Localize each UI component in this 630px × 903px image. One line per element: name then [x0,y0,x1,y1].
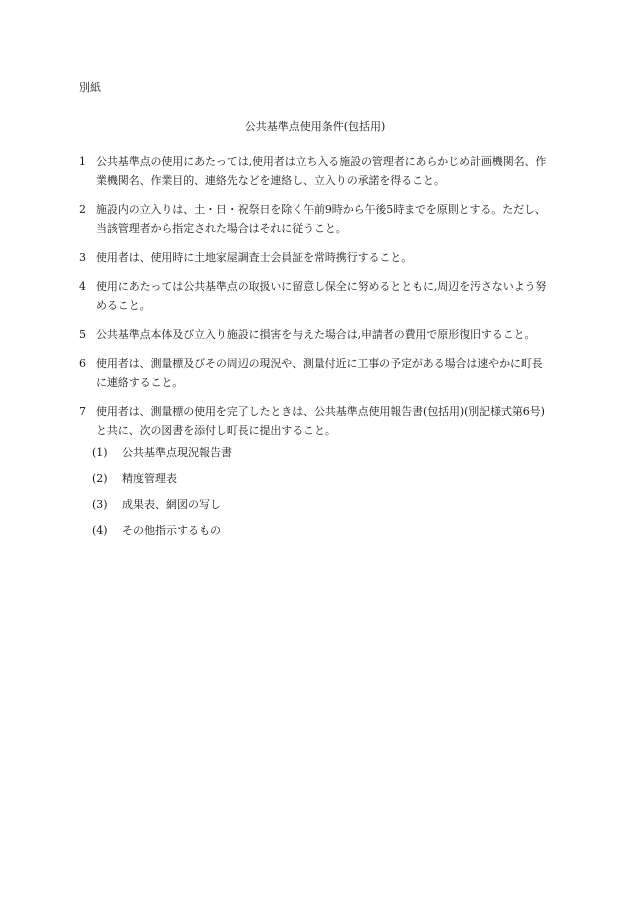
attachment-item-4 [92,523,232,549]
condition-item-1 [79,152,551,190]
attachment-number: (1) [92,446,108,459]
condition-number: 1 [79,155,86,168]
attachment-text: 成果表、網図の写し [122,498,221,511]
annex-label: 別紙 [79,81,101,94]
attachment-number: (2) [92,472,108,485]
condition-number: 4 [79,280,86,293]
condition-number: 6 [79,357,86,370]
attachment-item-2 [92,471,232,497]
attachment-item-3 [92,497,232,523]
condition-text: 公共基準点の使用にあたっては,使用者は立ち入る施設の管理者にあらかじめ計画機関名、作業機関名、作業目的、連絡先などを連絡し、立入りの承諾を得ること。 [96,155,547,187]
attachment-list [92,445,232,549]
attachment-number: (3) [92,498,108,511]
attachment-text: 精度管理表 [122,472,177,485]
condition-item-7 [79,402,551,440]
condition-text: 使用者は、使用時に土地家屋調査士会員証を常時携行すること。 [96,251,413,264]
condition-item-6 [79,354,551,392]
condition-number: 2 [79,203,86,216]
conditions-list [79,152,551,450]
condition-text: 施設内の立入りは、土・日・祝祭日を除く午前9時から午後5時までを原則とする。ただし、当該管理者から指定された場合はそれに従うこと。 [96,203,546,235]
condition-text: 使用者は、測量標の使用を完了したときは、公共基準点使用報告書(包括用)(別記様式第6号)と共に、次の図書を添付し町長に提出すること。 [96,405,545,437]
attachment-number: (4) [92,524,108,537]
condition-text: 公共基準点本体及び立入り施設に損害を与えた場合は,申請者の費用で原形復旧すること。 [96,328,536,341]
condition-text: 使用にあたっては公共基準点の取扱いに留意し保全に努めるとともに,周辺を汚さないよう努めること。 [96,280,547,312]
condition-number: 5 [79,328,86,341]
condition-item-2 [79,200,551,238]
document-title: 公共基準点使用条件(包括用) [244,120,386,133]
condition-item-3 [79,248,551,267]
condition-number: 3 [79,251,86,264]
attachment-text: その他指示するもの [122,524,221,537]
condition-item-4 [79,277,551,315]
condition-item-5 [79,325,551,344]
condition-text: 使用者は、測量標及びその周辺の現況や、測量付近に工事の予定がある場合は速やかに町長に連絡すること。 [96,357,543,389]
attachment-text: 公共基準点現況報告書 [122,446,232,459]
attachment-item-1 [92,445,232,471]
condition-number: 7 [79,405,86,418]
